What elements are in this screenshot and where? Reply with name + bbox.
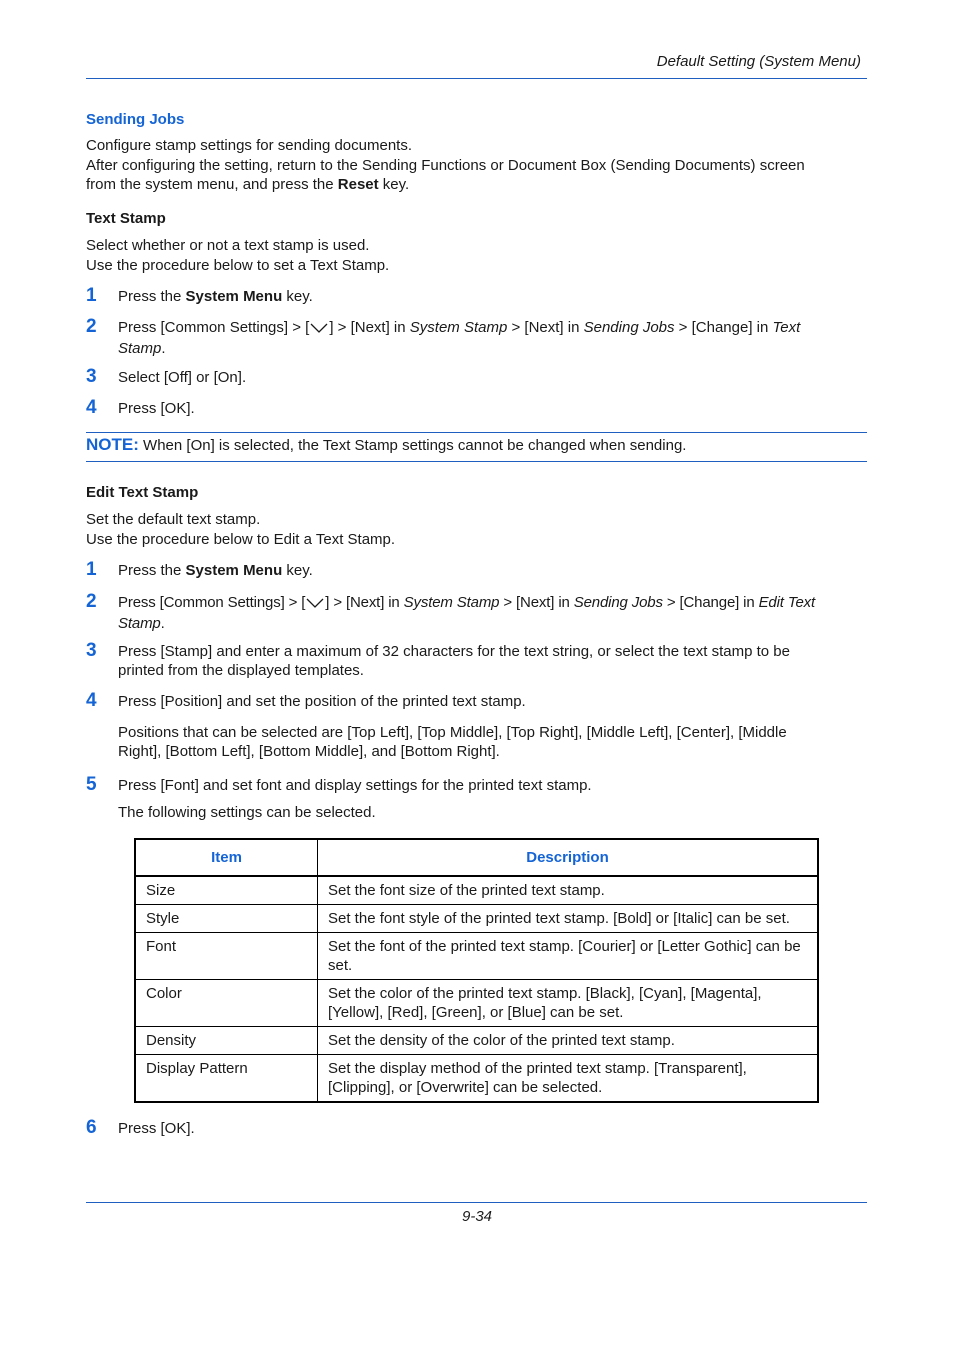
table-row xyxy=(135,980,818,1027)
menu-path-item: Stamp xyxy=(118,340,162,357)
step-detail: The following settings can be selected. xyxy=(118,804,376,821)
step-number: 2 xyxy=(86,316,97,337)
table-cell-description: Set the color of the printed text stamp. [Black], [Cyan], [Magenta], [Yellow], [Red], [Green], or [Blue] can be set. xyxy=(318,980,819,1027)
step-number: 1 xyxy=(86,559,97,580)
table-row xyxy=(135,933,818,980)
step-text-part: > [Change] in xyxy=(662,594,759,611)
table-cell-description: Set the display method of the printed text stamp. [Transparent], [Clipping], or [Overwrite] can be selected. xyxy=(318,1055,819,1103)
section-intro xyxy=(86,136,867,195)
edit-desc-line-1: Set the default text stamp. xyxy=(86,511,261,528)
step-text-part: Press the xyxy=(118,562,186,579)
table-row xyxy=(135,1055,818,1103)
step-detail-line: Positions that can be selected are [Top Left], [Top Middle], [Top Right], [Middle Left], [Center], [Middle xyxy=(118,724,787,741)
text-stamp-desc-line-2: Use the procedure below to set a Text Stamp. xyxy=(86,256,390,274)
menu-path-item: System Stamp xyxy=(403,594,500,611)
step-number: 5 xyxy=(86,774,97,795)
page-number: 9-34 xyxy=(461,1208,493,1225)
edit-desc-line-2: Use the procedure below to Edit a Text Stamp. xyxy=(86,530,396,548)
header-rule xyxy=(86,78,867,79)
menu-path-item: System Stamp xyxy=(409,319,508,336)
intro-line-3 xyxy=(86,175,867,195)
step-text: Press [Position] and set the position of the printed text stamp. xyxy=(118,693,526,710)
step-text xyxy=(118,642,868,680)
step-number: 6 xyxy=(86,1117,97,1138)
table-cell-item: Density xyxy=(135,1027,318,1055)
section-title: Sending Jobs xyxy=(86,111,185,128)
step-text-part: ] > [Next] in xyxy=(329,319,410,336)
table-cell-item: Size xyxy=(135,876,318,905)
table-cell-item: Display Pattern xyxy=(135,1055,318,1103)
edit-text-stamp-description xyxy=(86,510,867,549)
step-text-part: . xyxy=(160,615,165,632)
note-bottom-rule xyxy=(86,461,867,462)
text-stamp-heading: Text Stamp xyxy=(86,210,166,227)
step-detail xyxy=(118,723,868,761)
menu-path-item: Stamp xyxy=(118,615,161,632)
table-row xyxy=(135,1027,818,1055)
note-label: NOTE: xyxy=(86,435,139,454)
step-text: Press [Font] and set font and display settings for the printed text stamp. xyxy=(118,777,592,794)
step-text: Press [OK]. xyxy=(118,400,195,417)
table-cell-item: Font xyxy=(135,933,318,980)
note-text: When [On] is selected, the Text Stamp settings cannot be changed when sending. xyxy=(138,437,687,454)
system-menu-key-label: System Menu xyxy=(185,562,283,579)
table-header-row xyxy=(135,839,818,876)
step-text-line: printed from the displayed templates. xyxy=(118,662,364,679)
note xyxy=(86,434,686,457)
table-row xyxy=(135,876,818,905)
step-text-part: > [Next] in xyxy=(507,319,584,336)
step-number: 3 xyxy=(86,640,97,661)
step-text-part: . xyxy=(161,340,166,357)
table-cell-item: Style xyxy=(135,905,318,933)
step-number: 3 xyxy=(86,366,97,387)
table-cell-description: Set the font of the printed text stamp. [Courier] or [Letter Gothic] can be set. xyxy=(318,933,819,980)
step-text xyxy=(118,593,868,633)
step-text-part: key. xyxy=(282,288,313,305)
table-cell-description: Set the font style of the printed text stamp. [Bold] or [Italic] can be set. xyxy=(318,905,819,933)
step-text-part: ] > [Next] in xyxy=(325,594,404,611)
edit-text-stamp-heading: Edit Text Stamp xyxy=(86,484,199,501)
table-cell-item: Color xyxy=(135,980,318,1027)
menu-path-item: Edit Text xyxy=(758,594,816,611)
step-text-line: Press [Stamp] and enter a maximum of 32 characters for the text string, or select the text stamp to be xyxy=(118,643,790,660)
table-row xyxy=(135,905,818,933)
step-text: Press [OK]. xyxy=(118,1120,195,1137)
step-text xyxy=(118,287,868,306)
font-settings-table xyxy=(134,838,819,1103)
step-number: 4 xyxy=(86,397,97,418)
step-text: Select [Off] or [On]. xyxy=(118,369,247,386)
intro-line-2: After configuring the setting, return to the Sending Functions or Document Box (Sending Documents) screen xyxy=(86,156,805,174)
system-menu-key-label: System Menu xyxy=(185,288,283,305)
table-cell-description: Set the density of the color of the printed text stamp. xyxy=(318,1027,819,1055)
chevron-down-icon xyxy=(305,595,325,614)
text-stamp-description xyxy=(86,236,867,275)
reset-key-label: Reset xyxy=(337,176,379,193)
step-number: 4 xyxy=(86,690,97,711)
step-detail-line: Right], [Bottom Left], [Bottom Middle], and [Bottom Right]. xyxy=(118,743,500,760)
step-text-part: > [Next] in xyxy=(499,594,574,611)
step-text xyxy=(118,318,868,358)
step-number: 1 xyxy=(86,285,97,306)
column-header-item: Item xyxy=(135,839,318,876)
header-title: Default Setting (System Menu) xyxy=(656,53,861,70)
intro-line-1: Configure stamp settings for sending documents. xyxy=(86,137,413,154)
column-header-description: Description xyxy=(318,839,819,876)
step-text xyxy=(118,561,868,580)
menu-path-item: Sending Jobs xyxy=(573,594,663,611)
menu-path-item: Sending Jobs xyxy=(583,319,675,336)
step-text-part: > [Change] in xyxy=(674,319,773,336)
note-top-rule xyxy=(86,432,867,433)
footer-rule xyxy=(86,1202,867,1203)
step-number: 2 xyxy=(86,591,97,612)
step-text-part: key. xyxy=(282,562,313,579)
step-text-part: Press the xyxy=(118,288,186,305)
table-cell-description: Set the font size of the printed text stamp. xyxy=(318,876,819,905)
intro-text: from the system menu, and press the xyxy=(86,176,338,193)
text-stamp-desc-line-1: Select whether or not a text stamp is used. xyxy=(86,237,370,254)
step-text-part: Press [Common Settings] > [ xyxy=(118,319,310,336)
menu-path-item: Text xyxy=(772,319,801,336)
chevron-down-icon xyxy=(309,320,329,339)
intro-text-end: key. xyxy=(378,176,410,193)
step-text-part: Press [Common Settings] > [ xyxy=(118,594,306,611)
